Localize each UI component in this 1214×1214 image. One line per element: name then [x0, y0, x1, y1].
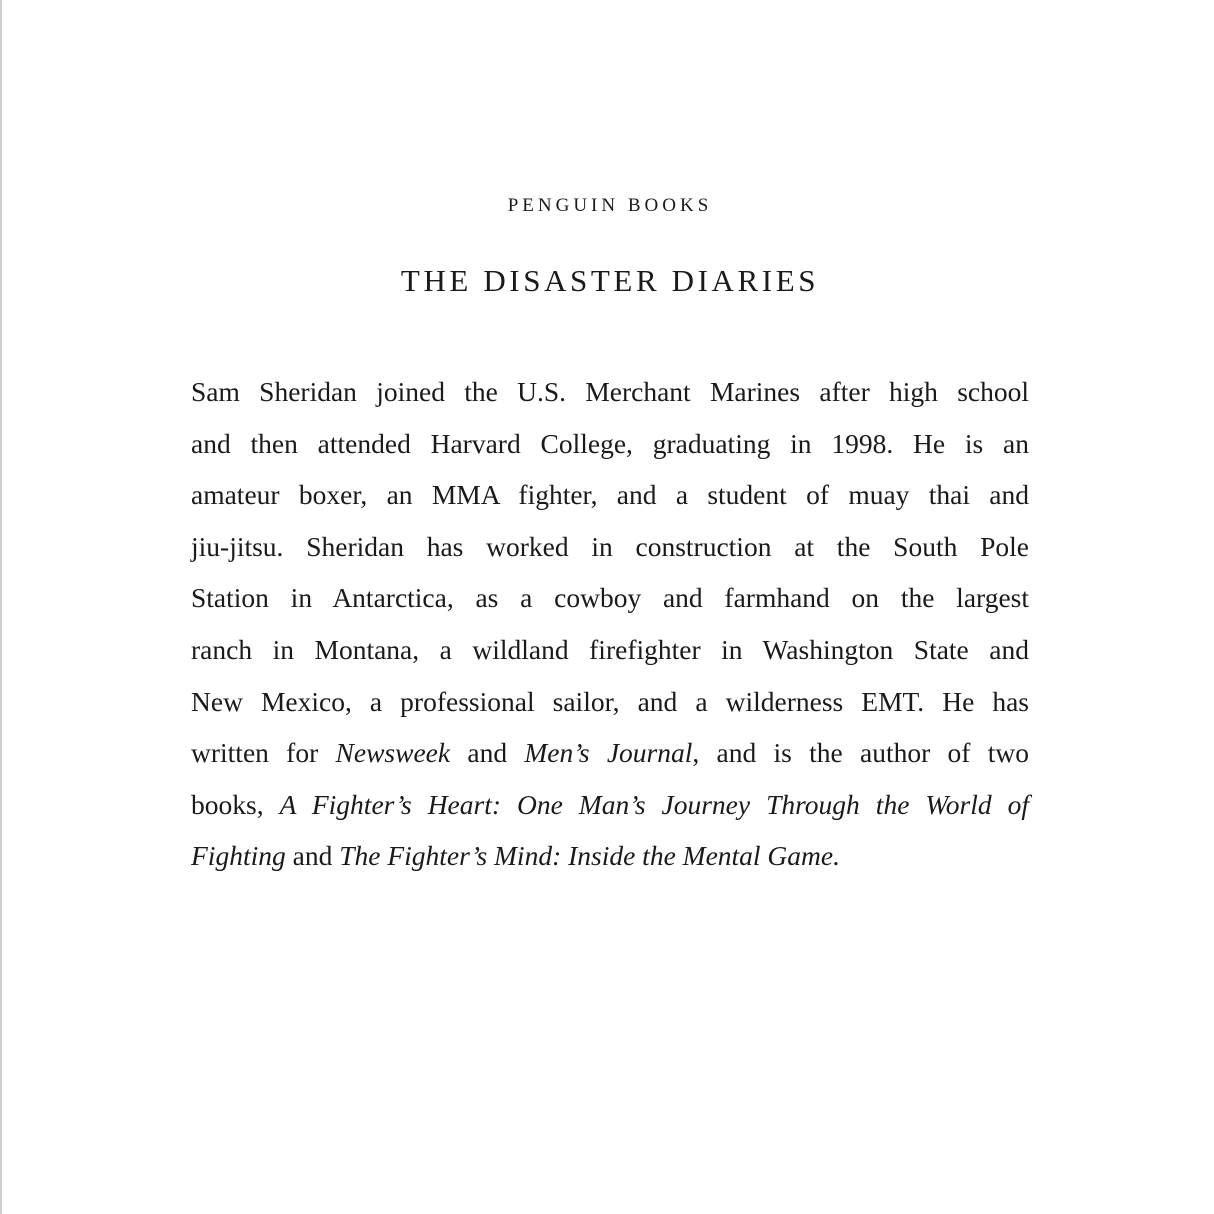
italic-title-text: Newsweek — [335, 737, 451, 769]
bio-line — [191, 366, 1029, 418]
book-title: THE DISASTER DIARIES — [400, 263, 820, 298]
author-bio — [191, 366, 1029, 882]
italic-title-text: A Fighter’s Heart: One Man’s Journey Through the World of — [279, 788, 1030, 820]
bio-text: Station in Antarctica, as a cowboy and farmhand on the largest — [191, 582, 1029, 614]
bio-text: and then attended Harvard College, graduating in 1998. He is an — [191, 427, 1029, 459]
bio-text: written for — [191, 737, 336, 769]
bio-line — [191, 676, 1029, 728]
bio-line — [191, 624, 1029, 676]
italic-title-text: Men’s Journal — [524, 737, 693, 769]
bio-line — [191, 572, 1029, 624]
bio-text: and — [450, 737, 525, 769]
bio-text: Sam Sheridan joined the U.S. Merchant Marines after high school — [191, 376, 1029, 407]
bio-text: amateur boxer, an MMA fighter, and a student of muay thai and — [191, 479, 1029, 511]
italic-title-text: The Fighter’s Mind: Inside the Mental Game. — [339, 840, 840, 872]
bio-text: jiu-jitsu. Sheridan has worked in construction at the South Pole — [191, 530, 1029, 562]
bio-text: and — [285, 840, 340, 872]
bio-line — [191, 418, 1029, 470]
bio-line — [191, 727, 1029, 779]
publisher-name: PENGUIN BOOKS — [507, 195, 713, 216]
bio-text: ranch in Montana, a wildland firefighter in Washington State and — [191, 633, 1029, 665]
bio-line — [191, 469, 1029, 521]
bio-text: books, — [191, 788, 280, 820]
italic-title-text: Fighting — [191, 840, 286, 872]
bio-line — [191, 521, 1029, 573]
bio-line — [191, 830, 1029, 882]
bio-line — [191, 779, 1029, 831]
bio-text: New Mexico, a professional sailor, and a wilderness EMT. He has — [191, 685, 1029, 717]
bio-text: , and is the author of two — [692, 737, 1029, 769]
